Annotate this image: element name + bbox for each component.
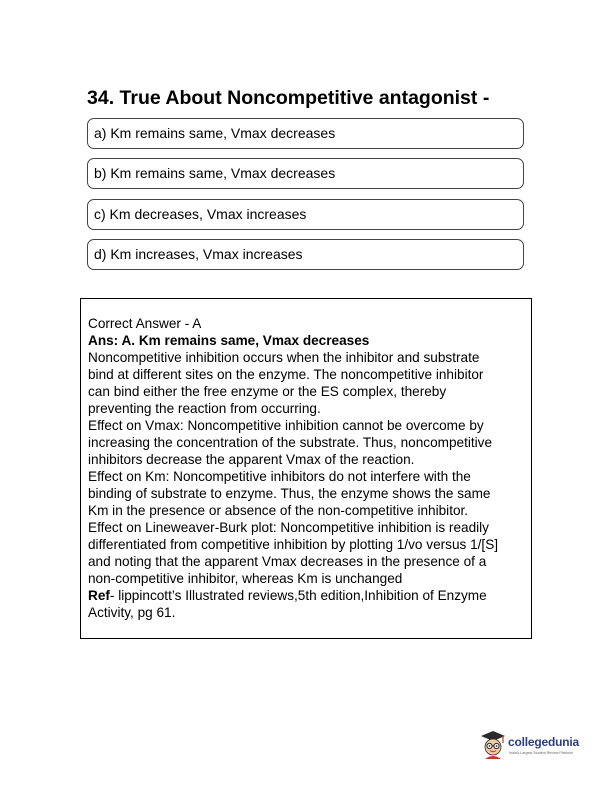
- option-b[interactable]: b) Km remains same, Vmax decreases: [87, 158, 524, 189]
- explanation-line: binding of substrate to enzyme. Thus, the enzyme shows the same: [88, 486, 491, 501]
- explanation-line: Km in the presence or absence of the non-competitive inhibitor.: [88, 503, 469, 518]
- explanation-line: differentiated from competitive inhibition by plotting 1/vo versus 1/[S]: [88, 537, 499, 552]
- collegedunia-logo[interactable]: [479, 730, 583, 760]
- explanation-line: can bind either the free enzyme or the ES complex, thereby: [88, 384, 447, 399]
- explanation-line: preventing the reaction from occurring.: [88, 401, 321, 416]
- explanation-line: Effect on Vmax: Noncompetitive inhibition cannot be overcome by: [88, 418, 484, 433]
- explanation-line: bind at different sites on the enzyme. The noncompetitive inhibitor: [88, 367, 484, 382]
- explanation-line: Effect on Lineweaver-Burk plot: Noncompetitive inhibition is readily: [88, 520, 489, 535]
- explanation-line: Effect on Km: Noncompetitive inhibitors do not interfere with the: [88, 469, 471, 484]
- explanation-line: non-competitive inhibitor, whereas Km is unchanged: [88, 571, 403, 586]
- question-title: 34. True About Noncompetitive antagonist -: [87, 87, 490, 109]
- logo-wordmark: collegedunia: [508, 735, 579, 749]
- mascot-icon: [479, 730, 507, 760]
- logo-tagline: India's Largest Student Review Platform: [509, 751, 573, 755]
- correct-answer-line: Correct Answer - A: [88, 316, 202, 331]
- explanation-line: inhibitors decrease the apparent Vmax of the reaction.: [88, 452, 415, 467]
- reference-text: - lippincott’s Illustrated reviews,5th edition,Inhibition of Enzyme: [109, 588, 487, 603]
- option-d[interactable]: d) Km increases, Vmax increases: [87, 239, 524, 270]
- reference-line: [88, 587, 523, 604]
- answer-heading: Ans: A. Km remains same, Vmax decreases: [88, 333, 370, 348]
- explanation-line: and noting that the apparent Vmax decreases in the presence of a: [88, 554, 487, 569]
- answer-box: [80, 298, 532, 639]
- reference-line-2: Activity, pg 61.: [88, 605, 176, 620]
- option-c[interactable]: c) Km decreases, Vmax increases: [87, 199, 524, 230]
- explanation-line: increasing the concentration of the substrate. Thus, noncompetitive: [88, 435, 493, 450]
- reference-label: Ref: [88, 588, 110, 603]
- explanation-line: Noncompetitive inhibition occurs when the inhibitor and substrate: [88, 350, 480, 365]
- option-a[interactable]: a) Km remains same, Vmax decreases: [87, 118, 524, 149]
